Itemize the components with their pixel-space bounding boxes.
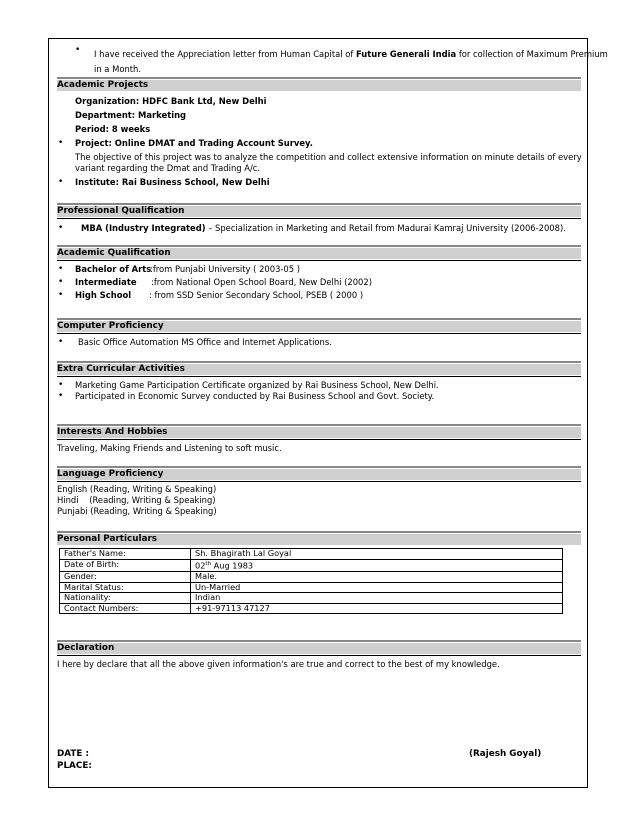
date-label: DATE : — [57, 749, 90, 759]
interests-text: Traveling, Making Friends and Listening to soft music. — [57, 443, 282, 453]
table-row — [60, 603, 563, 614]
table-row — [60, 559, 563, 571]
language-line: Punjabi (Reading, Writing & Speaking) — [57, 506, 217, 516]
project-period: Period: 8 weeks — [75, 124, 151, 134]
table-row — [60, 593, 563, 604]
section-heading: Academic Projects — [57, 80, 149, 90]
section-academic-qualification — [57, 245, 581, 260]
section-heading: Interests And Hobbies — [57, 427, 168, 437]
bullet: • — [58, 264, 64, 274]
table-key: Contact Numbers: — [60, 603, 191, 614]
table-value: 02th Aug 1983 — [191, 559, 563, 571]
mba-line: MBA (Industry Integrated) – Specialization in Marketing and Retail from Madurai Kamraj University (2006-2008). — [81, 223, 566, 233]
table-key: Marital Status: — [60, 582, 191, 593]
section-professional-qualification — [57, 203, 581, 218]
table-value: +91-97113 47127 — [191, 603, 563, 614]
bullet: • — [58, 380, 64, 390]
table-key: Father's Name: — [60, 549, 191, 560]
activity-item: Marketing Game Participation Certificate organized by Rai Business School, New Delhi. — [75, 380, 439, 390]
qualification-detail: :from Punjabi University ( 2003-05 ) — [150, 264, 301, 274]
section-personal — [57, 531, 581, 546]
bullet: • — [58, 223, 64, 233]
qualification-label: High School — [75, 290, 132, 300]
section-academic-projects — [57, 77, 581, 92]
bullet: • — [58, 337, 64, 347]
project-organization: Organization: HDFC Bank Ltd, New Delhi — [75, 96, 267, 106]
section-heading: Computer Proficiency — [57, 321, 164, 331]
section-heading: Professional Qualification — [57, 206, 185, 216]
project-department: Department: Marketing — [75, 110, 187, 120]
project-institute: Institute: Rai Business School, New Delhi — [75, 177, 270, 187]
section-languages — [57, 466, 581, 481]
table-value: Indian — [191, 593, 563, 604]
table-key: Date of Birth: — [60, 559, 191, 571]
company-name: Future Generali India — [355, 49, 457, 59]
section-heading: Academic Qualification — [57, 248, 171, 258]
computer-skill: Basic Office Automation MS Office and Internet Applications. — [78, 337, 332, 347]
appreciation-line-2: in a Month. — [94, 64, 142, 74]
project-objective-1: The objective of this project was to analyze the competition and collect extensive information on minute details of every — [75, 152, 582, 162]
section-computer-proficiency — [57, 318, 581, 333]
section-interests — [57, 424, 581, 439]
table-row — [60, 549, 563, 560]
bullet: • — [75, 45, 81, 55]
resume-page — [48, 38, 608, 788]
section-heading: Language Proficiency — [57, 469, 164, 479]
section-heading: Personal Particulars — [57, 534, 158, 544]
personal-table — [59, 548, 563, 614]
signature-name: (Rajesh Goyal) — [469, 749, 542, 759]
table-value: Sh. Bhagirath Lal Goyal — [191, 549, 563, 560]
table-key: Gender: — [60, 571, 191, 582]
bullet: • — [58, 138, 64, 148]
activity-item: Participated in Economic Survey conducted by Rai Business School and Govt. Society. — [75, 391, 435, 401]
qualification-label: Bachelor of Arts — [75, 264, 152, 274]
bullet: • — [58, 277, 64, 287]
place-label: PLACE: — [57, 761, 92, 771]
table-key: Nationality: — [60, 593, 191, 604]
language-line: English (Reading, Writing & Speaking) — [57, 484, 217, 494]
appreciation-line: I have received the Appreciation letter from Human Capital of Future Generali India for collection of Maximum Premium — [94, 49, 608, 59]
language-line: Hindi (Reading, Writing & Speaking) — [57, 495, 216, 505]
table-row — [60, 571, 563, 582]
bullet: • — [58, 177, 64, 187]
declaration-text: I here by declare that all the above given information's are true and correct to the best of my knowledge. — [57, 659, 500, 669]
project-title: Project: Online DMAT and Trading Account Survey. — [75, 138, 313, 148]
qualification-label: Intermediate — [75, 277, 137, 287]
table-value: Male. — [191, 571, 563, 582]
table-value: Un-Married — [191, 582, 563, 593]
section-extra-curricular — [57, 361, 581, 376]
section-heading: Declaration — [57, 643, 115, 653]
section-declaration — [57, 640, 581, 655]
table-row — [60, 582, 563, 593]
qualification-detail: :from National Open School Board, New Delhi (2002) — [151, 277, 372, 287]
qualification-detail: : from SSD Senior Secondary School, PSEB ( 2000 ) — [149, 290, 364, 300]
bullet: • — [58, 391, 64, 401]
project-objective-2: variant regarding the Dmat and Trading A/c. — [75, 163, 261, 173]
section-heading: Extra Curricular Activities — [57, 364, 185, 374]
bullet: • — [58, 290, 64, 300]
